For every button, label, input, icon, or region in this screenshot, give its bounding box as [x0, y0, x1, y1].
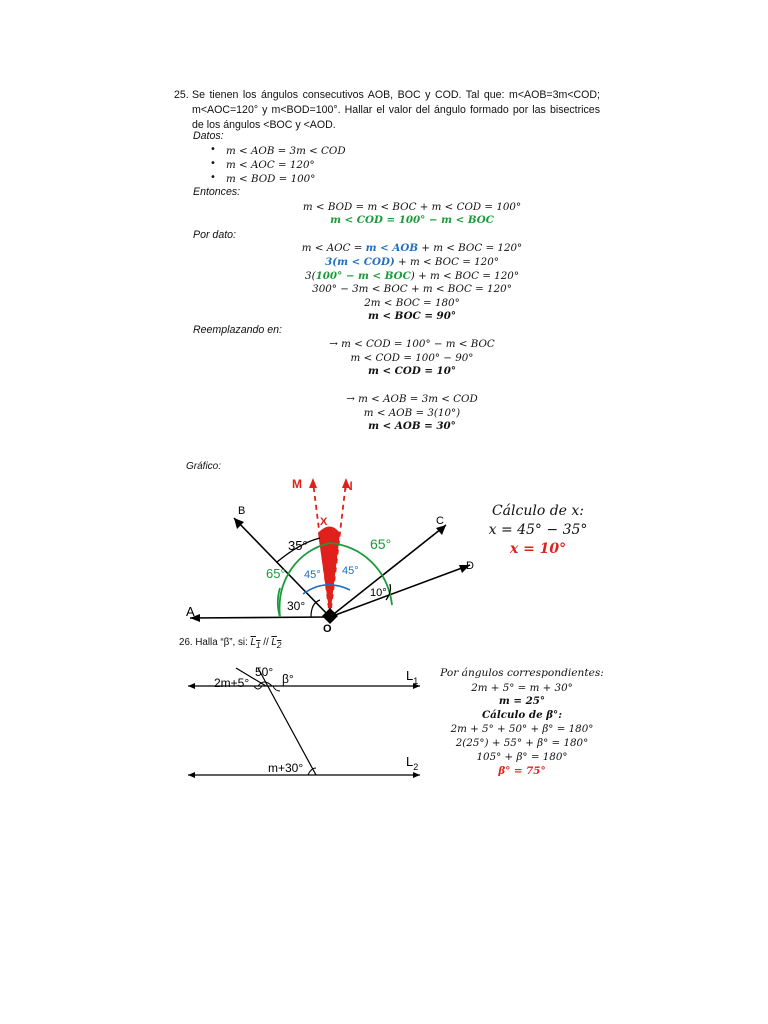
arc-30 — [311, 600, 320, 617]
label-C: C — [436, 515, 444, 527]
entonces-line-1: m < BOD = m < BOC + m < COD = 100° — [302, 201, 522, 213]
line-letter: L — [250, 637, 256, 648]
angle-x-sector — [318, 527, 340, 618]
sol26-result: β° = 75° — [498, 765, 546, 777]
por-dato-line-1 — [232, 242, 592, 254]
problem-text: 26. Halla “β”, si: — [179, 637, 251, 648]
problem-25-statement — [174, 88, 600, 133]
label-L1 — [406, 668, 418, 686]
arrow-L2-left — [188, 772, 195, 778]
sol26-calc-line: 2(25°) + 55° + β° = 180° — [455, 737, 589, 749]
angle-figure-25 — [180, 470, 510, 635]
angle-m30: m+30° — [268, 761, 304, 775]
ray-OA — [190, 617, 330, 618]
reemplazando-line: → m < COD = 100° − m < BOC — [329, 338, 495, 350]
sol26-calc-line: 105° + β° = 180° — [476, 751, 568, 763]
datos-list — [198, 145, 498, 187]
calculo-x-eq: x = 45° − 35° — [488, 522, 588, 538]
por-dato-line-5: 2m < BOC = 180° — [364, 297, 460, 309]
entonces-label: Entonces: — [193, 186, 241, 198]
line-letter: L — [406, 754, 414, 769]
expr-part: m < AOC = — [301, 242, 366, 254]
calculo-x-result: x = 10° — [509, 541, 567, 557]
sol26-line: m = 25° — [498, 695, 546, 707]
label-O: O — [323, 623, 332, 635]
entonces-line-2: m < COD = 100° − m < BOC — [330, 214, 494, 226]
angle-45-right: 45° — [342, 565, 359, 577]
label-M: M — [292, 477, 302, 491]
angle-beta: β° — [282, 672, 294, 686]
label-B: B — [238, 505, 246, 517]
line-subscript: 1 — [413, 676, 419, 686]
reemplazando-line: m < COD = 10° — [367, 365, 457, 377]
arrow-M — [309, 478, 317, 488]
problem-26-statement — [179, 637, 281, 650]
reemplazando-line: m < AOB = 3(10°) — [363, 407, 461, 419]
arrow-L1-left — [188, 683, 195, 689]
problem-text: Se tienen los ángulos consecutivos AOB, BOC y COD. Tal que: m<AOB=3m<COD; m<AOC=120° y m<BOD=100°. Hallar el valor del ángulo formado por las bisectrices de los ángulos <BOC y <AOD. — [192, 89, 600, 131]
parallel-lines-figure-26 — [180, 658, 440, 788]
reemplazando-label: Reemplazando en: — [193, 324, 282, 336]
expr-part: + m < BOC = 120° — [418, 242, 523, 254]
expr-part: ) + m < BOC = 120° — [410, 270, 519, 282]
label-A: A — [186, 604, 195, 619]
angle-65-right: 65° — [370, 536, 392, 552]
datos-label: Datos: — [193, 130, 224, 142]
line-letter: L — [406, 668, 414, 683]
arrow-L2-right — [413, 772, 420, 778]
por-dato-line-4: 300° − 3m < BOC + m < BOC = 120° — [312, 283, 512, 295]
angle-30: 30° — [287, 599, 306, 613]
line-subscript: 2 — [413, 762, 419, 772]
line-subscript: 1 — [255, 640, 261, 650]
line-L2-label — [271, 637, 281, 648]
line-letter: L — [271, 637, 277, 648]
line-L1-label — [251, 637, 261, 648]
reemplazando-line: m < COD = 100° − 90° — [350, 352, 474, 364]
reemplazando-line: m < AOB = 30° — [368, 420, 456, 432]
datos-item: • m < AOB = 3m < COD — [198, 145, 498, 159]
expr-part-highlight: 3(m < COD) — [325, 256, 395, 268]
sol26-title: Por ángulos correspondientes: — [440, 667, 604, 679]
expr-part-highlight: m < AOB — [365, 242, 419, 254]
expr-part: + m < BOC = 120° — [394, 256, 499, 268]
expr-part-highlight: 100° − m < BOC — [315, 270, 411, 282]
datos-item: • m < BOD = 100° — [198, 173, 498, 187]
angle-35: 35° — [288, 538, 308, 553]
label-X: X — [320, 516, 328, 528]
label-L2 — [406, 754, 418, 772]
sol26-calc-line: 2m + 5° + 50° + β° = 180° — [450, 723, 594, 735]
parallel-sign: // — [260, 637, 272, 648]
angle-65-left: 65° — [266, 566, 286, 581]
calculo-x-title: Cálculo de x: — [491, 503, 585, 519]
sol26-calc-title: Cálculo de β°: — [481, 709, 563, 721]
problem-number: 25. — [174, 89, 189, 101]
reemplazando-line: → m < AOB = 3m < COD — [346, 393, 478, 405]
angle-45-left: 45° — [304, 569, 321, 581]
arc-beta — [273, 686, 280, 691]
por-dato-line-3 — [232, 270, 592, 282]
line-subscript: 2 — [276, 640, 282, 650]
angle-10: 10° — [370, 587, 387, 599]
label-D: D — [466, 560, 474, 572]
angle-50: 50° — [255, 665, 274, 679]
por-dato-line-2 — [232, 256, 592, 268]
por-dato-line-6: m < BOC = 90° — [367, 310, 457, 322]
datos-item: • m < AOC = 120° — [198, 159, 498, 173]
sol26-line: 2m + 5° = m + 30° — [471, 682, 573, 694]
por-dato-label: Por dato: — [193, 229, 236, 241]
grafico-label: Gráfico: — [186, 461, 222, 472]
angle-2m5: 2m+5° — [214, 676, 250, 690]
expr-part: 3( — [305, 270, 316, 282]
label-N: N — [344, 479, 353, 493]
